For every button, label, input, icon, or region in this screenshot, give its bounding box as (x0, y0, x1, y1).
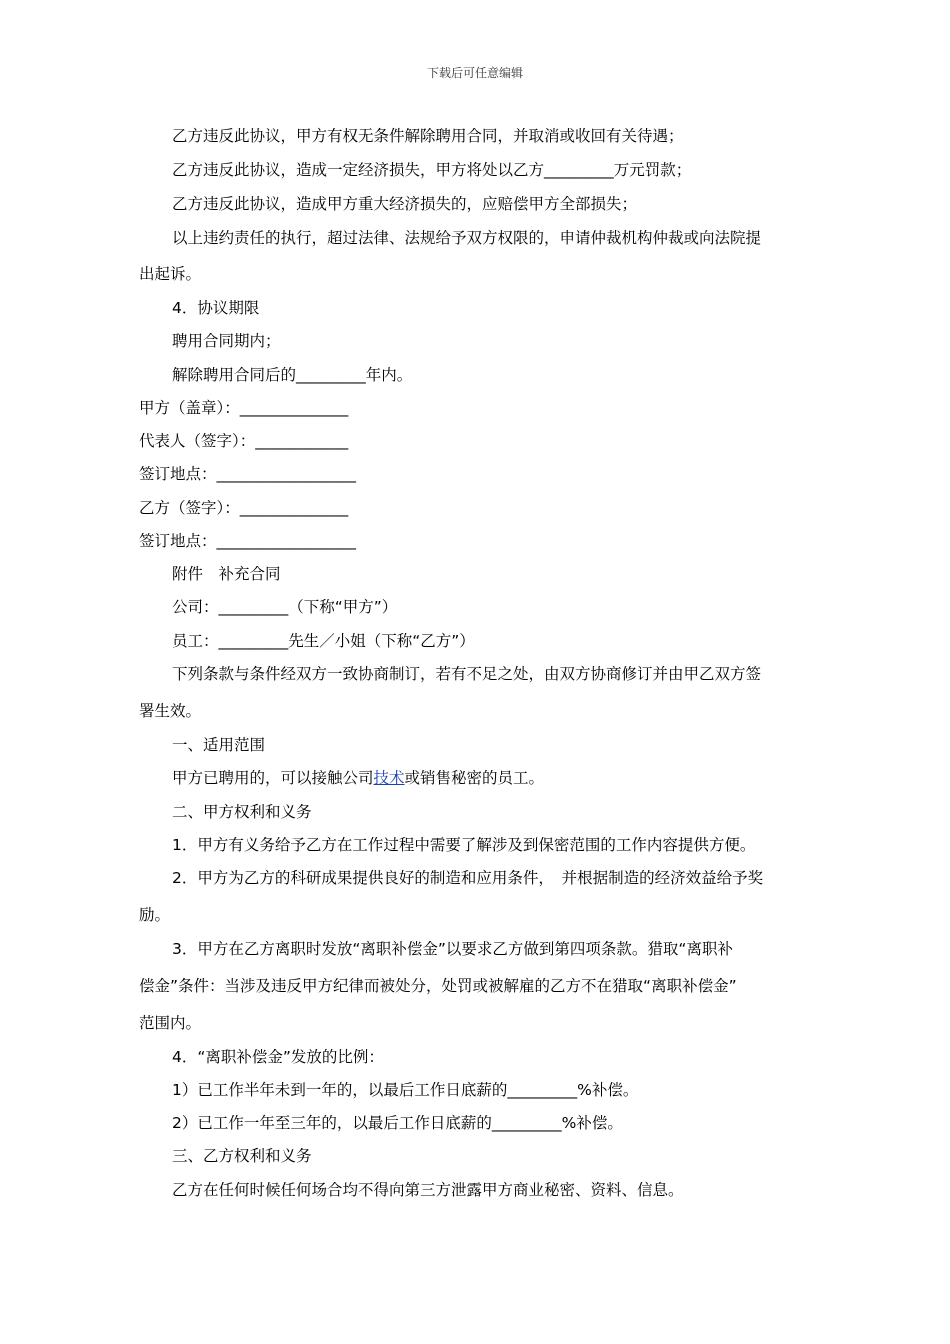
clause-text: 乙方违反此协议，造成甲方重大经济损失的，应赔偿甲方全部损失； (172, 195, 638, 213)
clause-text: 偿金”条件：当涉及违反甲方纪律而被处分，处罚或被解雇的乙方不在猎取“离职补偿金” (139, 977, 737, 995)
clause-text: 以上违约责任的执行，超过法律、法规给予双方权限的，申请仲裁机构仲裁或向法院提 (172, 229, 762, 247)
party-field: 公司：_________（下称“甲方”） (172, 598, 398, 616)
scope-text-after: 或销售秘密的员工。 (404, 769, 545, 787)
clause-text: 解除聘用合同后的_________年内。 (172, 366, 413, 384)
clause-text: 3．甲方在乙方离职时发放“离职补偿金”以要求乙方做到第四项条款。猎取“离职补 (172, 940, 733, 958)
signature-field: 甲方（盖章）：______________ (139, 399, 349, 417)
signature-field: 代表人（签字）：____________ (139, 432, 349, 450)
signature-field: 签订地点：__________________ (139, 532, 357, 550)
clause-text: 2）已工作一年至三年的，以最后工作日底薪的_________%补偿。 (172, 1114, 623, 1132)
section-heading: 三、乙方权利和义务 (172, 1147, 312, 1165)
clause-text: 范围内。 (139, 1014, 202, 1032)
page-header: 下载后可任意编辑 (426, 66, 523, 80)
section-heading: 一、适用范围 (172, 736, 266, 754)
technology-link[interactable]: 技术 (373, 769, 405, 787)
clause-text: 下列条款与条件经双方一致协商制订，若有不足之处，由双方协商修订并由甲乙双方签 (172, 665, 762, 683)
scope-line (172, 768, 544, 788)
signature-field: 签订地点：__________________ (139, 465, 357, 483)
clause-text: 4．“离职补偿金”发放的比例： (172, 1048, 384, 1066)
clause-text: 1．甲方有义务给予乙方在工作过程中需要了解涉及到保密范围的工作内容提供方便。 (172, 836, 756, 854)
clause-text: 乙方在任何时候任何场合均不得向第三方泄露甲方商业秘密、资料、信息。 (172, 1181, 684, 1199)
section-heading: 二、甲方权利和义务 (172, 803, 312, 821)
section-heading: 4．协议期限 (172, 299, 260, 317)
section-heading: 附件 补充合同 (172, 565, 281, 583)
scope-text-before: 甲方已聘用的，可以接触公司 (172, 769, 374, 787)
signature-field: 乙方（签字）：______________ (139, 499, 349, 517)
clause-text: 励。 (139, 906, 171, 924)
clause-text: 2．甲方为乙方的科研成果提供良好的制造和应用条件， 并根据制造的经济效益给予奖 (172, 869, 764, 887)
clause-text: 署生效。 (139, 702, 202, 720)
clause-text: 1）已工作半年未到一年的，以最后工作日底薪的_________%补偿。 (172, 1081, 639, 1099)
clause-text: 乙方违反此协议，甲方有权无条件解除聘用合同，并取消或收回有关待遇； (172, 127, 684, 145)
clause-text: 出起诉。 (139, 265, 202, 283)
party-field: 员工：_________先生／小姐（下称“乙方”） (172, 632, 475, 650)
clause-text: 聘用合同期内； (172, 332, 281, 350)
clause-text: 乙方违反此协议，造成一定经济损失，甲方将处以乙方_________万元罚款； (172, 161, 692, 179)
